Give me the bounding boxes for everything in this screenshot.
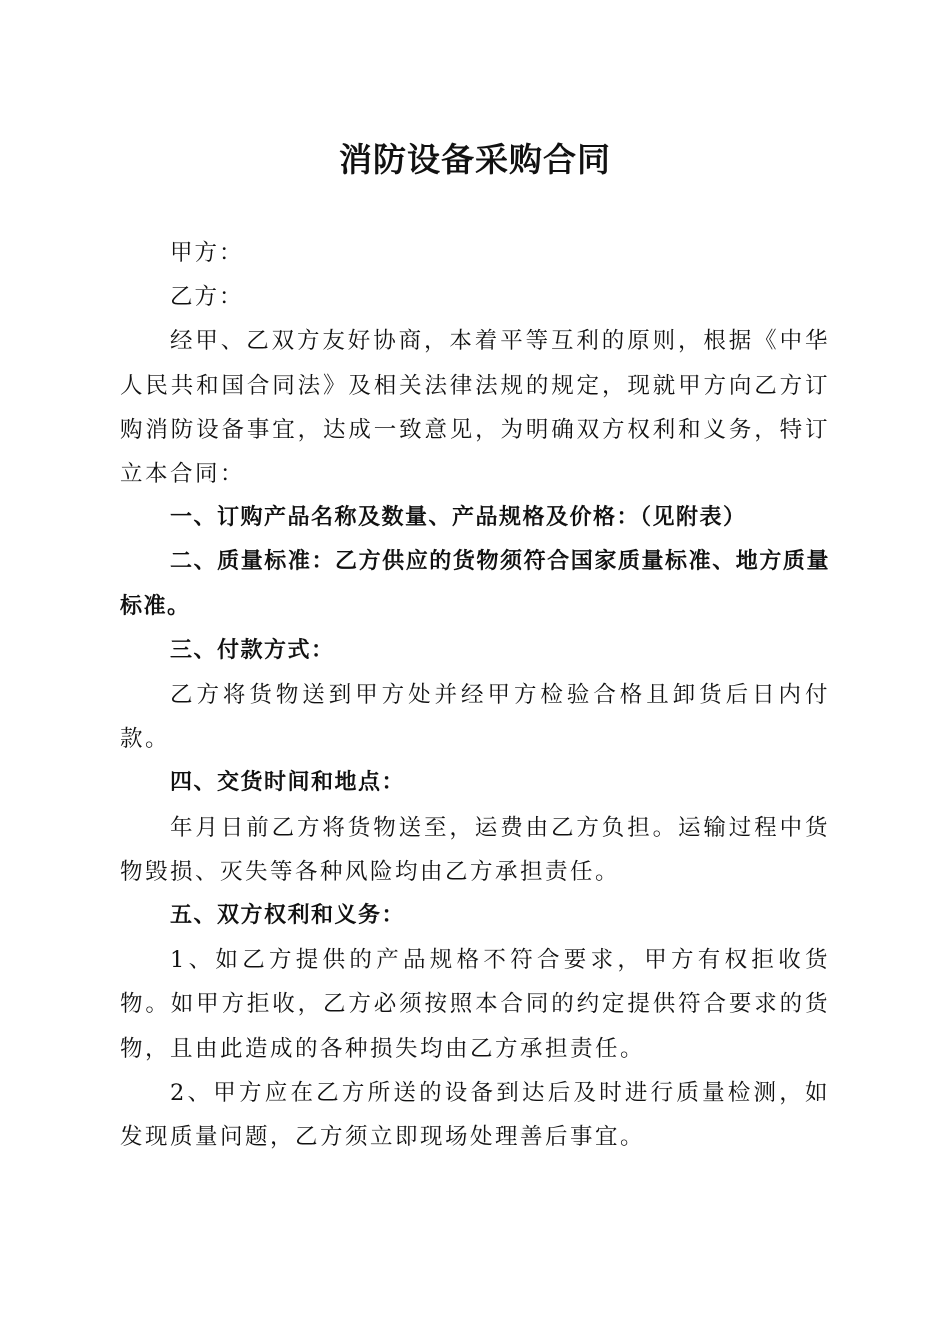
party-a-line: 甲方： xyxy=(170,240,244,266)
section-2-heading: 二、质量标准：乙方供应的货物须符合国家质量标准、地方质量标准。 xyxy=(120,549,830,619)
document-title: 消防设备采购合同 xyxy=(339,140,611,179)
party-b-line: 乙方： xyxy=(170,284,244,311)
section-3-heading: 三、付款方式： xyxy=(170,637,335,663)
clause-1-text: 1、如乙方提供的产品规格不符合要求，甲方有权拒收货物。如甲方拒收，乙方必须按照本合同的约定提供符合要求的货物，且由此造成的各种损失均由乙方承担责任。 xyxy=(120,947,830,1062)
document-body xyxy=(120,231,830,1159)
intro-paragraph: 经甲、乙双方友好协商，本着平等互利的原则，根据《中华人民共和国合同法》及相关法律法规的规定，现就甲方向乙方订购消防设备事宜，达成一致意见，为明确双方权利和义务，特订立本合同： xyxy=(120,328,830,488)
section-5-heading: 五、双方权利和义务： xyxy=(170,903,406,929)
section-1-heading: 一、订购产品名称及数量、产品规格及价格：（见附表） xyxy=(170,505,747,531)
section-4-heading: 四、交货时间和地点： xyxy=(170,770,406,796)
section-4-text: 年月日前乙方将货物送至，运费由乙方负担。运输过程中货物毁损、灭失等各种风险均由乙方承担责任。 xyxy=(120,814,830,885)
clause-2-text: 2、甲方应在乙方所送的设备到达后及时进行质量检测，如发现质量问题，乙方须立即现场处理善后事宜。 xyxy=(120,1079,830,1151)
section-3-text: 乙方将货物送到甲方处并经甲方检验合格且卸货后日内付款。 xyxy=(120,682,830,753)
